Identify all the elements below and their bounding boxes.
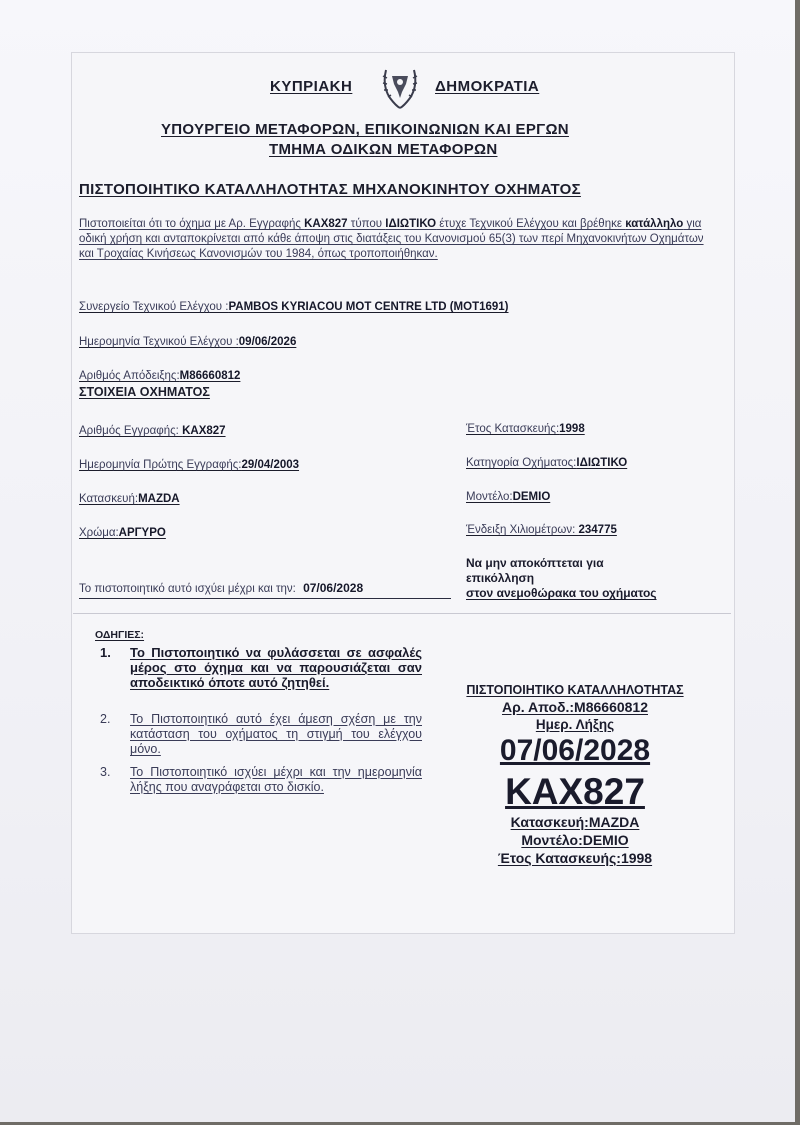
ministry-title: ΥΠΟΥΡΓΕΙΟ ΜΕΤΑΦΟΡΩΝ, ΕΠΙΚΟΙΝΩΝΙΩΝ ΚΑΙ ΕΡΓΩΝ bbox=[161, 121, 569, 138]
vehicle-section-title: ΣΤΟΙΧΕΙΑ ΟΧΗΜΑΤΟΣ bbox=[79, 385, 210, 399]
department-title: ΤΜΗΜΑ ΟΔΙΚΩΝ ΜΕΤΑΦΟΡΩΝ bbox=[269, 141, 498, 158]
vehicle-color: Χρώμα:ΑΡΓΥΡΟ bbox=[79, 527, 166, 539]
disc-registration: ΚΑΧ827 bbox=[505, 771, 645, 812]
inspection-center: Συνεργείο Τεχνικού Ελέγχου :PAMBOS KYRIACOU MOT CENTRE LTD (MOT1691) bbox=[79, 301, 509, 313]
disc-title: ΠΙΣΤΟΠΟΙΗΤΙΚΟ ΚΑΤΑΛΛΗΛΟΤΗΤΑΣ bbox=[466, 683, 684, 697]
statement-paragraph: Πιστοποιείται ότι το όχημα με Αρ. Εγγραφής ΚΑΧ827 τύπου ΙΔΙΩΤΙΚΟ έτυχε Τεχνικού Ελέγχου και βρέθηκε κατάλληλο για οδική χρήση και ανταποκρίνεται από κάθε άποψη στις διατάξεις του Κανονισμού 65(3) των περί Μηχανοκινήτων Οχημάτων και Τροχαίας Κινήσεως Κανονισμών του 1984, όπως τροποποιήθηκαν. bbox=[79, 218, 704, 260]
disc-model: Μοντέλο:DEMIO bbox=[521, 832, 629, 848]
vehicle-make: Κατασκευή:MAZDA bbox=[79, 493, 180, 505]
header-left: ΚΥΠΡΙΑΚΗ bbox=[270, 78, 353, 95]
validity-line: Το πιστοποιητικό αυτό ισχύει μέχρι και την: 07/06/2028 bbox=[79, 579, 451, 599]
cut-line bbox=[73, 613, 731, 614]
disc-make: Κατασκευή:MAZDA bbox=[510, 814, 640, 830]
vehicle-registration: Αριθμός Εγγραφής: ΚΑΧ827 bbox=[79, 425, 226, 437]
coat-of-arms-icon bbox=[378, 64, 422, 110]
instruction-item: 1. Το Πιστοποιητικό να φυλάσσεται σε ασφαλές μέρος στο όχημα και να παρουσιάζεται σαν αποδεικτικό όποτε αυτό ζητηθεί. bbox=[100, 645, 422, 690]
first-registration-date: Ημερομηνία Πρώτης Εγγραφής:29/04/2003 bbox=[79, 459, 300, 471]
disc-receipt: Αρ. Αποδ.:M86660812 bbox=[501, 699, 648, 715]
disc-expiry-label: Ημερ. Λήξης bbox=[535, 717, 615, 732]
disc-expiry-date: 07/06/2028 bbox=[499, 734, 651, 767]
receipt-number: Αριθμός Απόδειξης:M86660812 bbox=[79, 370, 241, 382]
certificate-title: ΠΙΣΤΟΠΟΙΗΤΙΚΟ ΚΑΤΑΛΛΗΛΟΤΗΤΑΣ ΜΗΧΑΝΟΚΙΝΗΤΟΥ ΟΧΗΜΑΤΟΣ bbox=[79, 181, 581, 198]
odometer-reading: Ένδειξη Χιλιομέτρων: 234775 bbox=[466, 524, 617, 536]
instructions-title: ΟΔΗΓΙΕΣ: bbox=[95, 629, 145, 641]
instruction-item: 2. Το Πιστοποιητικό αυτό έχει άμεση σχέση με την κατάσταση του οχήματος τη στιγμή του ελέγχου μόνο. bbox=[100, 712, 422, 756]
instruction-item: 3. Το Πιστοποιητικό ισχύει μέχρι και την ημερομηνία λήξης που αναγράφεται στο δισκίο. bbox=[100, 765, 422, 794]
vehicle-category: Κατηγορία Οχήματος:ΙΔΙΩΤΙΚΟ bbox=[466, 457, 628, 469]
disc-year: Έτος Κατασκευής:1998 bbox=[497, 850, 653, 866]
vehicle-model: Μοντέλο:DEMIO bbox=[466, 491, 551, 503]
inspection-date: Ημερομηνία Τεχνικού Ελέγχου :09/06/2026 bbox=[79, 336, 297, 348]
header-right: ΔΗΜΟΚΡΑΤΙΑ bbox=[435, 78, 540, 95]
windshield-notice: Να μην αποκόπτεται για επικόλληση στον ανεμοθώρακα του οχήματος bbox=[466, 556, 657, 600]
manufacture-year: Έτος Κατασκευής:1998 bbox=[466, 423, 585, 435]
